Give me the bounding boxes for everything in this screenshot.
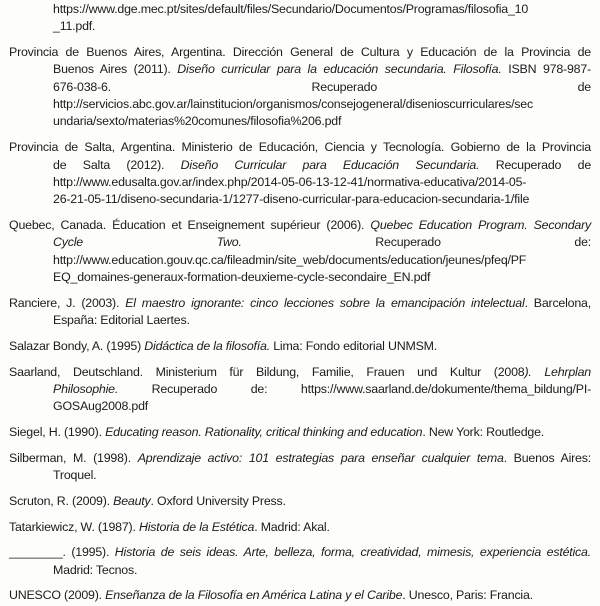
reference-text: https://www.dge.mec.pt/sites/default/files/Secundario/Documentos/Programas/filosofia_10 [53,2,529,16]
reference-text: ________. (1995). [9,545,115,560]
reference-entry-2 [9,44,591,131]
reference-line [9,113,591,130]
reference-entry-4 [9,217,591,286]
reference-text: España: Editorial Laertes. [53,313,190,328]
reference-title-italic: Enseñanza de la Filosofía en América Latina y el Caribe [105,588,403,603]
reference-line [9,450,591,467]
references-list [9,1,591,605]
reference-text: Saarland, Deutschland. Ministerium für Bildung, Familie, Frauen und Kultur (2008 [9,364,525,379]
reference-text: http://www.edusalta.gov.ar/index.php/2014-05-06-13-12-41/normativa-educativa/2014-05- [53,174,527,189]
reference-title-italic: Philosophie. [53,381,119,396]
reference-text: EQ_domaines-generaux-formation-deuxieme-cycle-secondaire_EN.pdf [53,269,431,284]
reference-line [9,79,591,96]
reference-line [9,562,591,579]
reference-title-italic: Educating reason. Rationality, critical thinking and education [105,424,423,439]
reference-entry-7 [9,364,591,416]
reference-line [9,544,591,561]
reference-line [9,493,591,510]
reference-text: Quebec, Canada. Éducation et Enseignement supérieur (2006). [9,217,371,232]
reference-line [9,312,591,329]
reference-entry-3 [9,139,591,208]
reference-line [9,234,591,251]
reference-line [9,587,591,604]
reference-line [9,174,591,191]
reference-entry-11 [9,519,591,536]
reference-title-italic: Cycle Two. [53,235,242,250]
reference-title-italic: Diseño Curricular para Educación Secundaria. [180,157,480,172]
reference-text: . Madrid: Akal. [254,519,330,534]
reference-text: UNESCO (2009). [9,588,106,603]
reference-text: Scruton, R. (2009). [9,493,114,508]
reference-entry-12 [9,544,591,579]
reference-text: http://servicios.abc.gov.ar/lainstitucion/organismos/consejogeneral/disenioscurriculares/sec [53,97,533,112]
reference-line [9,398,591,415]
reference-text: . New York: Routledge. [422,424,545,439]
reference-line [9,157,591,174]
reference-text: Salazar Bondy, A. (1995) [9,338,145,353]
reference-text: Tatarkiewicz, W. (1987). [9,519,139,534]
reference-text: Troquel. [53,468,97,483]
reference-title-italic: Diseño curricular para la educación secundaria. Filosofía. [177,62,502,77]
reference-line [9,338,591,355]
reference-entry-10 [9,493,591,510]
reference-text: _11.pdf. [53,19,96,34]
reference-text: Provincia de Salta, Argentina. Ministerio de Educación, Ciencia y Tecnología. Gobierno de la Provincia [9,140,591,155]
reference-line [9,217,591,234]
reference-text: Ranciere, J. (2003). [9,295,126,310]
reference-line [9,269,591,286]
reference-text: 26-21-05-11/diseno-secundaria-1/1277-diseno-curricular-para-educacion-secundaria-1/file [53,192,530,207]
reference-text: . Oxford University Press. [150,493,286,508]
reference-text: de Salta (2012). [53,157,181,172]
reference-line [9,381,591,398]
reference-line [9,61,591,78]
reference-line [9,1,591,18]
reference-entry-1 [9,1,591,36]
reference-text: Recuperado de [479,157,592,172]
reference-title-italic: El maestro ignorante: cinco lecciones sobre la emancipación intelectual [125,295,525,310]
reference-line [9,467,591,484]
reference-title-italic: Didáctica de la filosofía. [144,338,270,353]
reference-title-italic: Historia de seis ideas. Arte, belleza, forma, creatividad, mimesis, experiencia estética. [114,545,591,560]
reference-text: . Unesco, Paris: Francia. [402,588,533,603]
reference-line [9,18,591,35]
reference-entry-5 [9,295,591,330]
reference-text: Siegel, H. (1990). [9,424,106,439]
reference-entry-6 [9,338,591,355]
reference-text: . Barcelona, [524,295,591,310]
reference-text: Silberman, M. (1998). [9,450,138,465]
reference-text: 676-038-6. Recuperado de [53,79,591,94]
reference-text: Lima: Fondo editorial UNMSM. [269,338,437,353]
reference-line [9,191,591,208]
reference-text: undaria/sexto/materias%20comunes/filosofia%206.pdf [53,114,342,129]
reference-entry-13 [9,587,591,604]
reference-title-italic: Beauty [113,493,151,508]
reference-line [9,364,591,381]
reference-text: Madrid: Tecnos. [53,562,138,577]
reference-line [9,139,591,156]
reference-text: Provincia de Buenos Aires, Argentina. Dirección General de Cultura y Educación de la Provincia de [9,45,591,60]
reference-text: . Buenos Aires: [503,450,591,465]
reference-line [9,295,591,312]
reference-text: GOSAug2008.pdf [53,399,149,414]
reference-text: ISBN 978-987- [501,62,591,77]
reference-line [9,519,591,536]
reference-title-italic: Historia de la Estética [138,519,255,534]
reference-line [9,44,591,61]
reference-text: http://www.education.gouv.qc.ca/fileadmin/site_web/documents/education/jeunes/pfeq/PF [53,252,527,267]
reference-title-italic: ). Lehrplan [524,364,591,379]
reference-line [9,252,591,269]
reference-text: Buenos Aires (2011). [53,62,178,77]
reference-entry-9 [9,450,591,485]
reference-title-italic: Aprendizaje activo: 101 estrategias para enseñar cualquier tema [137,450,504,465]
reference-line [9,424,591,441]
reference-text: Recuperado de: https://www.saarland.de/dokumente/thema_bildung/PI- [118,381,591,396]
reference-entry-8 [9,424,591,441]
reference-title-italic: Quebec Education Program. Secondary [370,217,591,232]
reference-text: Recuperado de: [241,235,591,250]
reference-line [9,96,591,113]
